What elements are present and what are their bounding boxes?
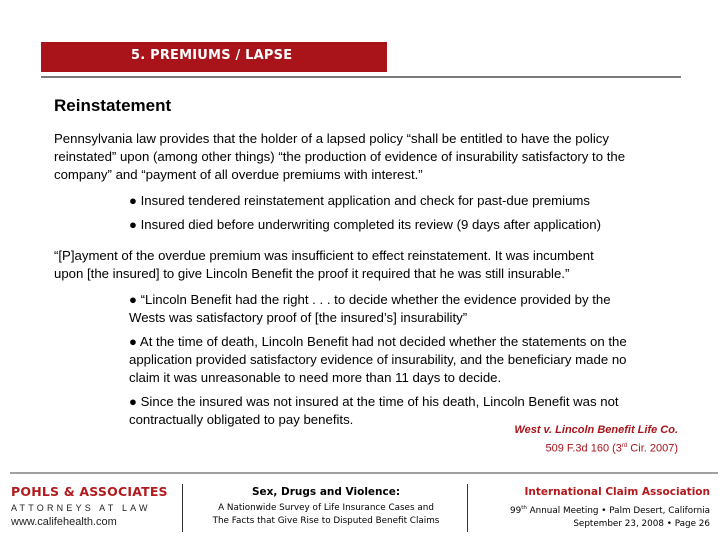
event-block bbox=[510, 486, 710, 531]
intro-line-3: company” and “payment of all overdue premiums with interest.” bbox=[54, 167, 423, 182]
event-organization: International Claim Association bbox=[524, 486, 710, 498]
case-reference: 509 F.3d 160 (3rd Cir. 2007) bbox=[545, 442, 678, 455]
presentation-title-block bbox=[190, 486, 462, 528]
bullet-item: ● At the time of death, Lincoln Benefit had not decided whether the statements on the bbox=[129, 334, 627, 349]
presentation-subtitle-2: The Facts that Give Rise to Disputed Benefit Claims bbox=[212, 516, 440, 526]
presentation-subtitle-1: A Nationwide Survey of Life Insurance Cases and bbox=[218, 503, 434, 513]
intro-line-2: reinstated” upon (among other things) “the production of evidence of insurability satisfactory to the bbox=[54, 149, 626, 164]
footer-separator bbox=[467, 484, 468, 532]
case-citation bbox=[514, 422, 678, 457]
firm-tagline: ATTORNEYS AT LAW bbox=[11, 503, 151, 513]
case-name: West v. Lincoln Benefit Life Co. bbox=[514, 424, 678, 436]
bullet-item-continued: application provided satisfactory evidence of insurability, and the beneficiary made no bbox=[129, 352, 627, 367]
firm-name: POHLS & ASSOCIATES bbox=[11, 484, 168, 499]
bullet-item: ● “Lincoln Benefit had the right . . . to decide whether the evidence provided by the bbox=[129, 292, 611, 307]
event-meeting: 99th Annual Meeting • Palm Desert, California bbox=[509, 505, 710, 516]
quote-line-1: “[P]ayment of the overdue premium was insufficient to effect reinstatement. It was incumbent bbox=[54, 248, 594, 263]
intro-line-1: Pennsylvania law provides that the holder of a lapsed policy “shall be entitled to have the policy bbox=[54, 131, 609, 146]
firm-block bbox=[11, 484, 168, 528]
bullet-item-continued: Wests was satisfactory proof of [the insured’s] insurability” bbox=[129, 310, 468, 325]
bullet-item: ● Insured died before underwriting completed its review (9 days after application) bbox=[129, 217, 601, 232]
bullet-item-continued: claim it was unreasonable to need more than 11 days to decide. bbox=[129, 370, 502, 385]
section-title: 5. PREMIUMS / LAPSE bbox=[131, 48, 293, 63]
footer-divider bbox=[10, 472, 718, 474]
footer-separator bbox=[182, 484, 183, 532]
header-divider bbox=[41, 76, 681, 78]
firm-website: www.califehealth.com bbox=[11, 516, 117, 528]
slide-heading: Reinstatement bbox=[54, 96, 172, 115]
section-banner bbox=[41, 42, 387, 72]
bullet-item: ● Since the insured was not insured at the time of his death, Lincoln Benefit was not bbox=[129, 394, 619, 409]
event-date-page: September 23, 2008 • Page 26 bbox=[573, 518, 710, 529]
bullet-item: ● Insured tendered reinstatement application and check for past-due premiums bbox=[129, 193, 590, 208]
bullet-item-continued: contractually obligated to pay benefits. bbox=[129, 412, 354, 427]
presentation-title: Sex, Drugs and Violence: bbox=[251, 486, 401, 498]
quote-line-2: upon [the insured] to give Lincoln Benefit the proof it required that he was still insurable.” bbox=[54, 266, 570, 281]
